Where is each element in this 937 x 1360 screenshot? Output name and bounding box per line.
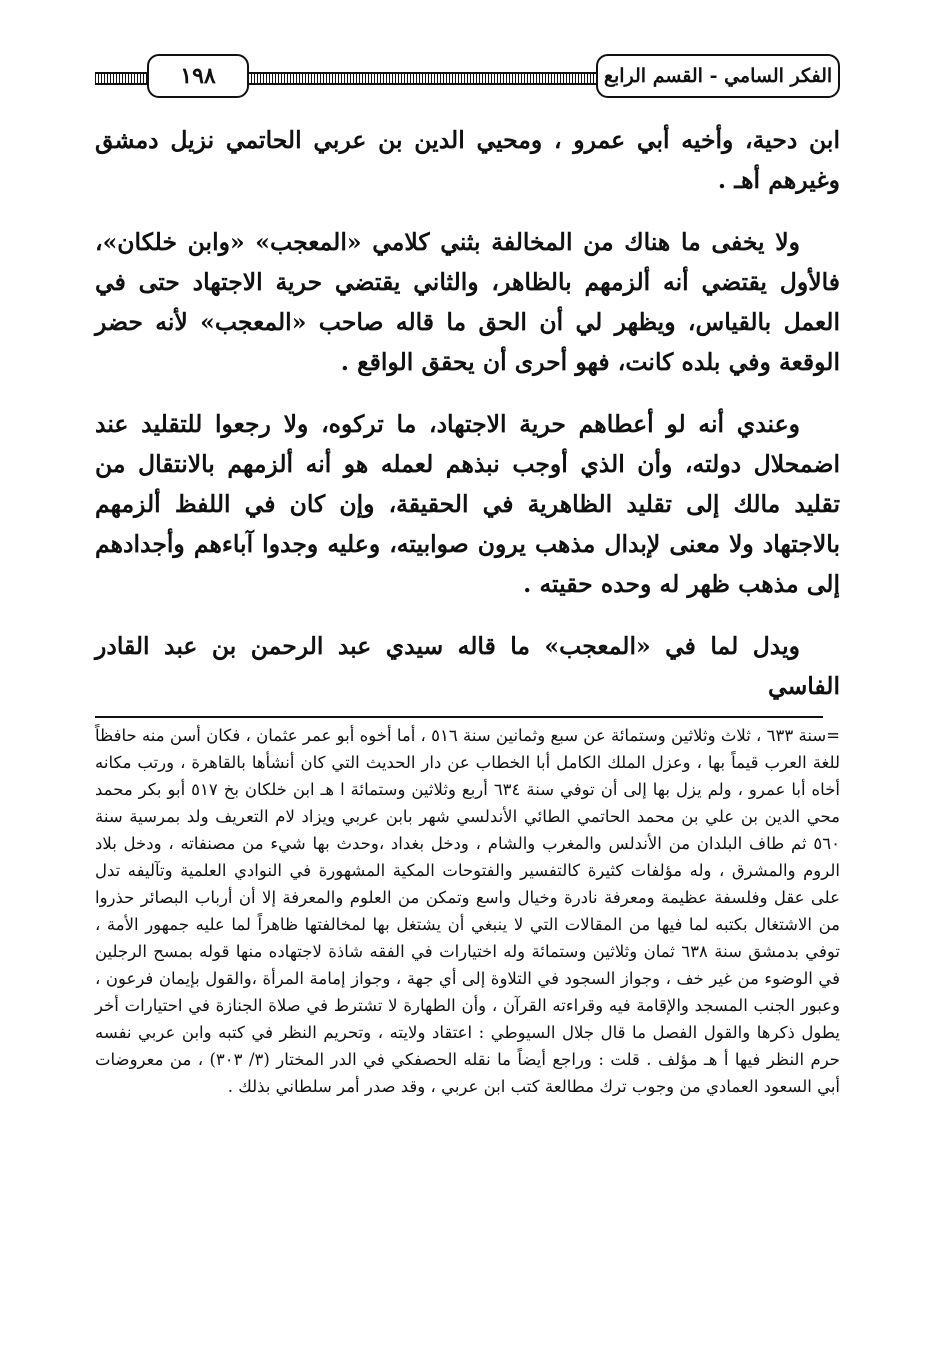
running-title: الفكر السامي - القسم الرابع (596, 54, 840, 98)
paragraph-1: ابن دحية، وأخيه أبي عمرو ، ومحيي الدين بن عربي الحاتمي نزيل دمشق وغيرهم أهـ . (95, 126, 840, 194)
footnote-separator (95, 716, 823, 718)
paragraph-3: وعندي أنه لو أعطاهم حرية الاجتهاد، ما تركوه، ولا رجعوا للتقليد عند اضمحلال دولته، وأن الذي أوجب نبذهم لعمله هو أنه ألزمهم بالانتقال من تقليد مالك إلى تقليد الظاهرية في الحقيقة، وإن كان في اللفظ ألزمهم بالاجتهاد ولا معنى لإبدال مذهب يرون صوابيته، وعليه وجدوا آباءهم وأجدادهم إلى مذهب ظهر له وحده حقيته . (95, 410, 840, 598)
page-number: ١٩٨ (147, 54, 249, 98)
paragraph-4: ويدل لما في «المعجب» ما قاله سيدي عبد الرحمن بن عبد القادر الفاسي (95, 632, 840, 700)
footnote-text: =سنة ٦٣٣ ، ثلاث وثلاثين وستمائة عن سبع وثمانين سنة ٥١٦ ، أما أخوه أبو عمر عثمان ، فكان أسن منه حافظاً للغة العرب قيماً بها ، وعزل الملك الكامل أبا الخطاب عن دار الحديث التي كان أنشأها بالقاهرة ، ورتب مكانه أخاه أبا عمرو ، ولم يزل بها إلى أن توفي سنة ٦٣٤ أربع وثلاثين وستمائة ا هـ ابن خلكان بخ ٥١٧ أبو بكر محمد محي الدين بن علي بن محمد الحاتمي الطائي الأندلسي شهر بابن عربي ويزاد لام التعريف ولد بمرسية سنة ٥٦٠ ثم طاف البلدان من الأندلس والمغرب والشام ، ودخل بغداد ،وحدث بها شيء من مصنفاته ، ودخل بلاد الروم والمشرق ، وله مؤلفات كثيرة كالتفسير والفتوحات المكية المشهورة في النوادي العلمية وتآليفه تدل على عقل وفلسفة عظيمة ومعرفة نادرة وخيال واسع وتمكن من العلوم والمعرفة إلا أن أرباب البصائر حذروا من الاشتغال بكتبه لما فيها من المقالات التي لا ينبغي أن يشتغل بها لمخالفتها ظاهراً لما عليه جمهور الأمة ، توفي بدمشق سنة ٦٣٨ ثمان وثلاثين وستمائة وله اختيارات في الفقه شاذة لاجتهاده منها قوله بمسح الرجلين في الوضوء من غير خف ، وجواز السجود في التلاوة إلى أي جهة ، وجواز إمامة المرأة ،والقول بإيمان فرعون ، وعبور الجنب المسجد والإقامة فيه وقراءته القرآن ، وأن الطهارة لا تشترط في صلاة الجنازة في احتيارات أخر يطول ذكرها والقول الفصل ما قال جلال السيوطي : اعتقاد ولايته ، وتحريم النظر في كتبه وابن عربي نفسه حرم النظر فيها أ هـ مؤلف . قلت : وراجع أيضاً ما نقله الحصفكي في الدر المختار (٣/ ٣٠٣) ، من معروضات أبي السعود العمادي من وجوب ترك مطالعة كتب ابن عربي ، وقد صدر أمر سلطاني بذلك . (95, 726, 841, 1096)
main-text (95, 120, 840, 706)
footnote (95, 722, 840, 1100)
page-header (95, 46, 840, 102)
paragraph-2: ولا يخفى ما هناك من المخالفة بثني كلامي «المعجب» «وابن خلكان»، فالأول يقتضي أنه ألزمهم بالظاهر، والثاني يقتضي حرية الاجتهاد حتى في العمل بالقياس، ويظهر لي أن الحق ما قاله صاحب «المعجب» لأنه حضر الوقعة وفي بلده كانت، فهو أحرى أن يحقق الواقع . (95, 228, 840, 376)
